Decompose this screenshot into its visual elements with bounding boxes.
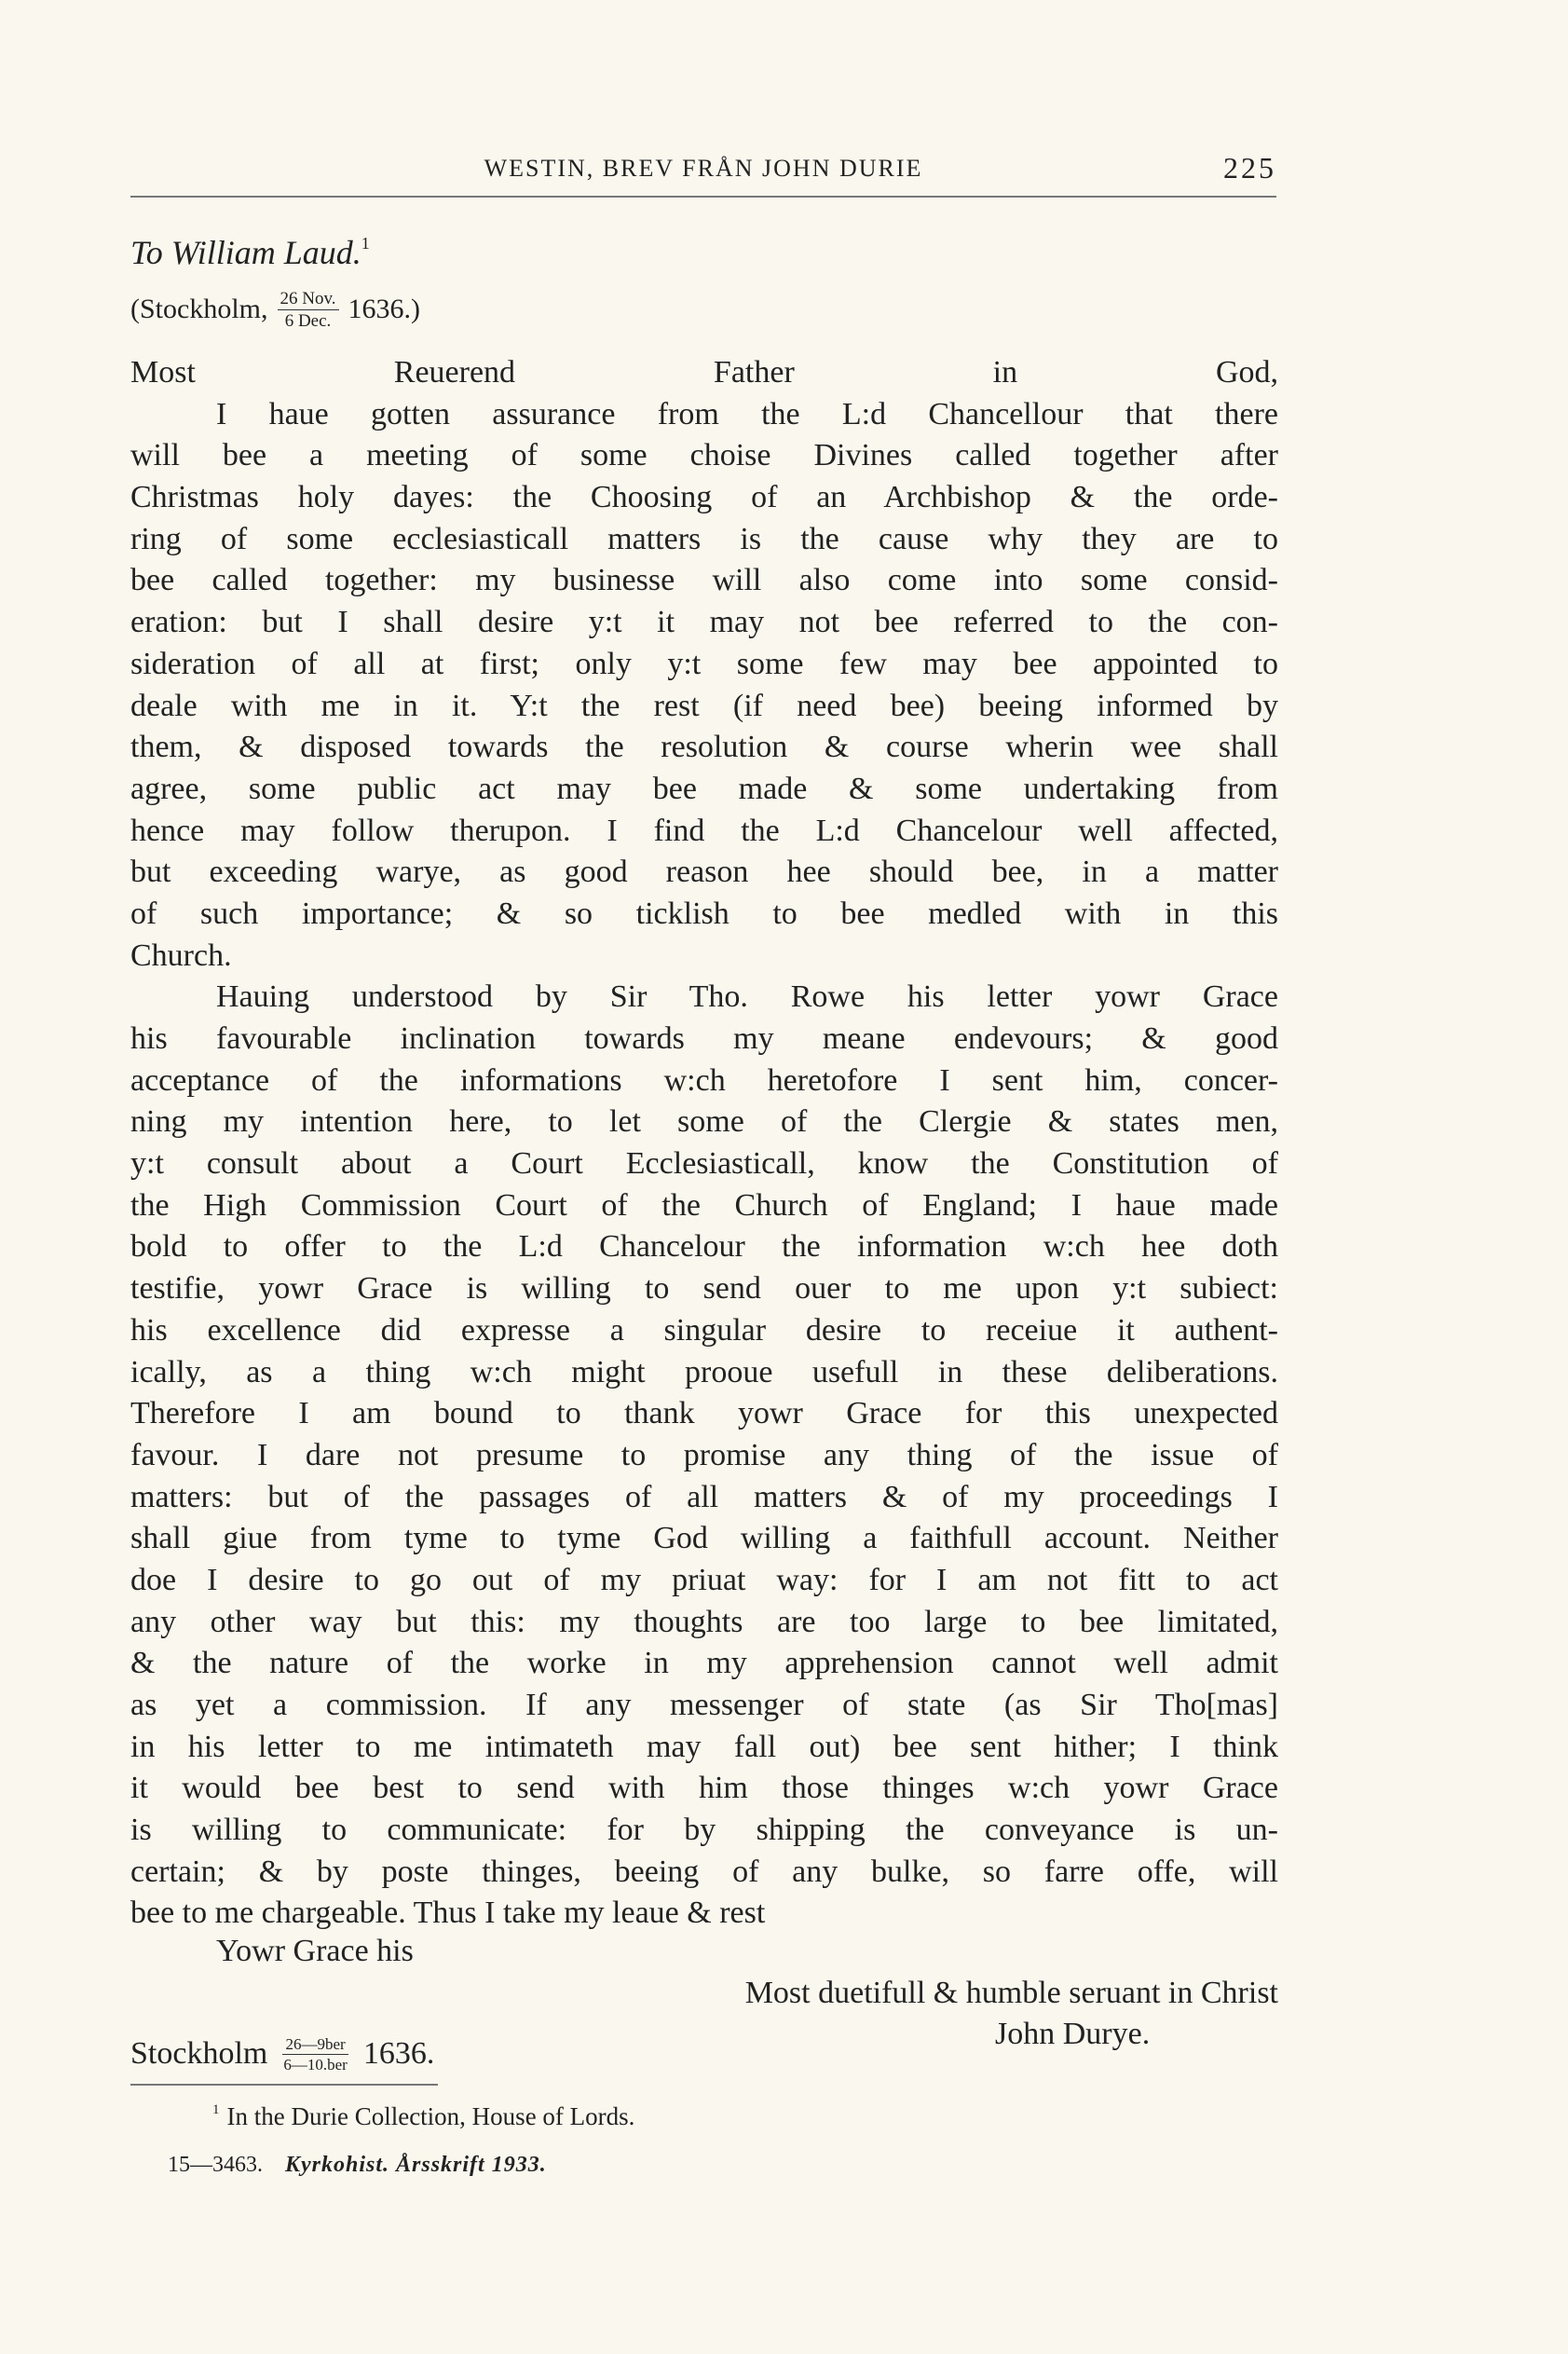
body-line: doe I desire to go out of my priuat way: for I am not fitt to act bbox=[130, 1562, 1278, 1597]
heading-footnote-mark: 1 bbox=[361, 234, 370, 253]
body-line: is willing to communicate: for by shipping the conveyance is un- bbox=[130, 1813, 1278, 1848]
closing-place: Stockholm bbox=[130, 2036, 268, 2071]
body-line: Therefore I am bound to thank yowr Grace for this unexpected bbox=[130, 1396, 1278, 1431]
date-fraction-bottom: 6 Dec. bbox=[284, 310, 332, 331]
body-line: bee to me chargeable. Thus I take my leaue & rest bbox=[130, 1896, 766, 1931]
running-head bbox=[130, 149, 1276, 198]
body-line: matters: but of the passages of all matters & of my proceedings I bbox=[130, 1479, 1278, 1514]
body-line: it would bee best to send with him those thinges w:ch yowr Grace bbox=[130, 1771, 1278, 1806]
body-line: in his letter to me intimateth may fall out) bee sent hither; I think bbox=[130, 1729, 1278, 1764]
body-line: his favourable inclination towards my meane endevours; & good bbox=[130, 1021, 1278, 1056]
date-fraction-top: 26 Nov. bbox=[278, 290, 339, 310]
body-line: Church. bbox=[130, 937, 232, 973]
body-line: deale with me in it. Y:t the rest (if need bee) beeing informed by bbox=[130, 688, 1278, 723]
body-line: & the nature of the worke in my apprehension cannot well admit bbox=[130, 1646, 1278, 1681]
closing-date-fraction bbox=[280, 2036, 349, 2073]
body-line: I haue gotten assurance from the L:d Chancellour that there bbox=[216, 396, 1278, 431]
footnote-mark: 1 bbox=[212, 2102, 220, 2117]
date-line bbox=[130, 281, 420, 337]
body-line: but exceeding warye, as good reason hee should bee, in a matter bbox=[130, 855, 1278, 890]
signature: John Durye. bbox=[995, 2017, 1151, 2051]
footnote-divider bbox=[130, 2084, 438, 2086]
closing-fraction-top: 26—9ber bbox=[282, 2036, 348, 2055]
body-line: y:t consult about a Court Ecclesiasticall, know the Constitution of bbox=[130, 1146, 1278, 1182]
footnote-text: In the Durie Collection, House of Lords. bbox=[226, 2102, 635, 2130]
body-line: bold to offer to the L:d Chancelour the information w:ch hee doth bbox=[130, 1229, 1278, 1265]
body-line: bee called together: my businesse will also come into some consid- bbox=[130, 563, 1278, 598]
body-line: Hauing understood by Sir Tho. Rowe his letter yowr Grace bbox=[216, 979, 1278, 1015]
heading-text: To William Laud. bbox=[130, 234, 361, 271]
date-year: 1636.) bbox=[348, 294, 420, 324]
body-line: Christmas holy dayes: the Choosing of an Archbishop & the orde- bbox=[130, 480, 1278, 515]
body-line: ically, as a thing w:ch might prooue usefull in these deliberations. bbox=[130, 1354, 1278, 1389]
body-line: ning my intention here, to let some of the Clergie & states men, bbox=[130, 1104, 1278, 1140]
body-line: as yet a commission. If any messenger of state (as Sir Tho[mas] bbox=[130, 1688, 1278, 1722]
running-head-title: WESTIN, BREV FRÅN JOHN DURIE bbox=[484, 155, 923, 182]
body-line: eration: but I shall desire y:t it may not bee referred to the con- bbox=[130, 605, 1278, 640]
body-line: sideration of all at first; only y:t some few may bee appointed to bbox=[130, 646, 1278, 681]
closing-fraction-bottom: 6—10.ber bbox=[283, 2055, 348, 2073]
printer-signature-line bbox=[168, 2153, 547, 2178]
body-line: of such importance; & so ticklish to bee medled with in this bbox=[130, 896, 1278, 931]
body-line: will bee a meeting of some choise Divines called together after bbox=[130, 438, 1278, 473]
body-line: them, & disposed towards the resolution & course wherin wee shall bbox=[130, 730, 1278, 765]
page-number: 225 bbox=[1223, 151, 1276, 185]
closing-yowr-grace: Yowr Grace his bbox=[216, 1934, 414, 1968]
body-line: certain; & by poste thinges, beeing of any bulke, so farre offe, will bbox=[130, 1854, 1278, 1889]
body-line: the High Commission Court of the Church of England; I haue made bbox=[130, 1187, 1278, 1223]
printer-signature-number: 15—3463. bbox=[168, 2153, 263, 2177]
body-line: testifie, yowr Grace is willing to send ouer to me upon y:t subiect: bbox=[130, 1271, 1278, 1307]
body-line: any other way but this: my thoughts are too large to bee limitated, bbox=[130, 1604, 1278, 1639]
journal-title: Kyrkohist. Årsskrift 1933. bbox=[285, 2153, 547, 2177]
body-line: favour. I dare not presume to promise any thing of the issue of bbox=[130, 1437, 1278, 1472]
body-line: his excellence did expresse a singular desire to receiue it authent- bbox=[130, 1312, 1278, 1348]
closing-servant: Most duetifull & humble seruant in Christ bbox=[744, 1975, 1278, 2010]
closing-year: 1636. bbox=[362, 2036, 435, 2071]
date-prefix: (Stockholm, bbox=[130, 294, 268, 324]
body-line: agree, some public act may bee made & some undertaking from bbox=[130, 771, 1278, 806]
footnote bbox=[212, 2102, 634, 2131]
body-line: ring of some ecclesiasticall matters is the cause why they are to bbox=[130, 521, 1278, 556]
letter-body bbox=[130, 352, 1278, 1935]
date-fraction bbox=[278, 290, 339, 330]
letter-closing bbox=[130, 1931, 1278, 2073]
closing-place-date bbox=[130, 2033, 434, 2075]
body-line: hence may follow therupon. I find the L:d Chancelour well affected, bbox=[130, 813, 1278, 848]
salutation: Most Reuerend Father in God, bbox=[130, 355, 1278, 390]
body-line: acceptance of the informations w:ch heretofore I sent him, concer- bbox=[130, 1062, 1278, 1098]
body-line: shall giue from tyme to tyme God willing a faithfull account. Neither bbox=[130, 1521, 1278, 1556]
letter-heading bbox=[130, 233, 370, 272]
